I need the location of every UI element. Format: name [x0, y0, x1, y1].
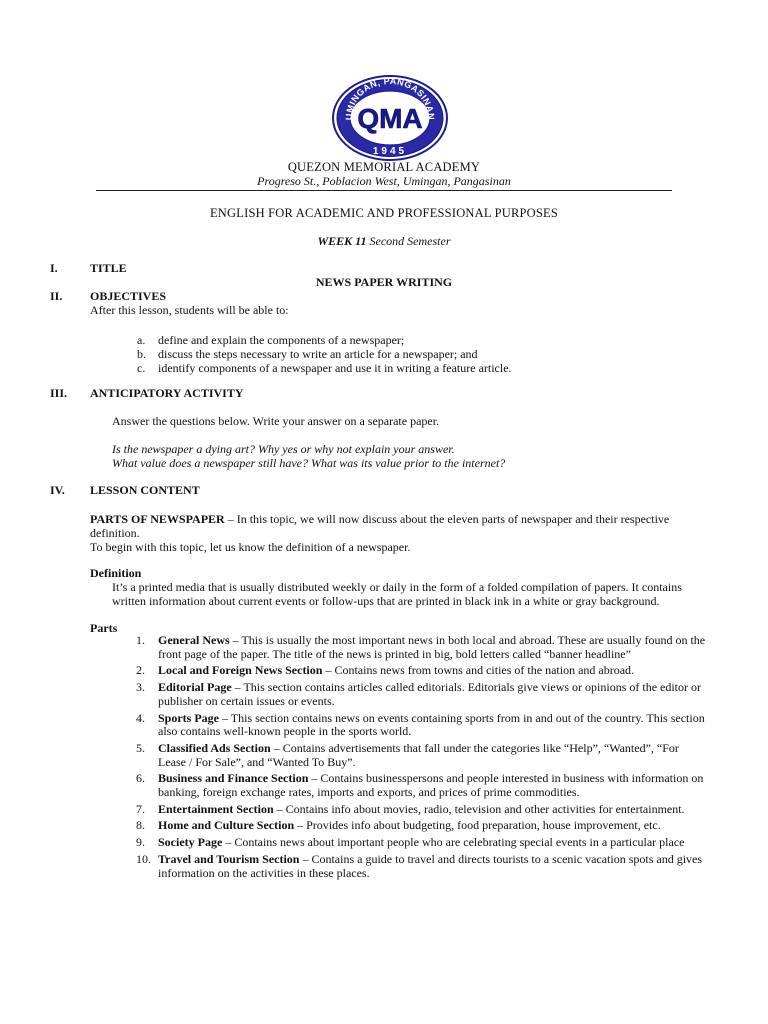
list-item: 6. Business and Finance Section – Contains businesspersons and people interested in business with information on banking, foreign exchange rates, imports and exports, and prices of prime commodities.	[136, 771, 704, 799]
list-item: 9. Society Page – Contains news about important people who are celebrating special events in a particular place	[136, 835, 685, 850]
list-item: c. identify components of a newspaper and use it in writing a feature article.	[137, 361, 512, 375]
objectives-intro: After this lesson, students will be able to:	[90, 303, 289, 317]
definition-text: It’s a printed media that is usually distributed weekly or daily in the form of a folded compilation of papers. It contains written information about current events or follow-ups that are printed in black ink in a white or gray background.	[112, 580, 682, 608]
section-objectives-heading: II. OBJECTIVES	[50, 289, 167, 303]
list-item: b. discuss the steps necessary to write an article for a newspaper; and	[137, 347, 478, 361]
section-lesson-heading: IV. LESSON CONTENT	[50, 483, 200, 497]
parts-intro-paragraph: PARTS OF NEWSPAPER – In this topic, we will now discuss about the eleven parts of newspaper and their respective definition.	[90, 512, 670, 540]
list-item: 3. Editorial Page – This section contains articles called editorials. Editorials give views or opinions of the editor or publisher on certain issues or events.	[136, 680, 702, 708]
week-number: WEEK 11	[317, 234, 367, 248]
section-activity-heading: III. ANTICIPATORY ACTIVITY	[50, 386, 244, 400]
list-item: 2. Local and Foreign News Section – Contains news from towns and cities of the nation and abroad.	[136, 663, 635, 678]
activity-question-1: Is the newspaper a dying art? Why yes or why not explain your answer.	[112, 442, 455, 456]
logo-text: QMA	[357, 103, 423, 134]
school-name: QUEZON MEMORIAL ACADEMY	[287, 160, 481, 174]
objectives-list	[137, 334, 697, 376]
newspaper-parts-list	[136, 634, 706, 883]
definition-label: Definition	[90, 566, 142, 580]
semester: Second Semester	[369, 234, 451, 248]
activity-question-2: What value does a newspaper still have? What was its value prior to the internet?	[112, 456, 506, 470]
activity-instruction: Answer the questions below. Write your answer on a separate paper.	[112, 414, 440, 428]
course-title: ENGLISH FOR ACADEMIC AND PROFESSIONAL PURPOSES	[209, 206, 559, 220]
logo-year: 1945	[372, 146, 408, 157]
begin-sentence: To begin with this topic, let us know the definition of a newspaper.	[90, 540, 411, 554]
school-seal-logo	[330, 74, 450, 162]
section-title-heading: I. TITLE	[50, 261, 127, 275]
list-item: 5. Classified Ads Section – Contains advertisements that fall under the categories like “Help”, “Wanted”, “For Lease / For Sale”, and “Wanted To Buy”.	[136, 740, 679, 769]
lesson-topic: NEWS PAPER WRITING	[315, 275, 453, 289]
list-item: 1. General News – This is usually the most important news in both local and abroad. These are usually found on the front page of the paper. The title of the news is printed in big, bold letters called “banner headline”	[136, 633, 706, 661]
school-address: Progreso St., Poblacion West, Umingan, Pangasinan	[257, 174, 511, 188]
svg-text:UMINGAN, PANGASINAN: UMINGAN, PANGASINAN	[343, 75, 437, 121]
list-item: 8. Home and Culture Section – Provides info about budgeting, food preparation, house improvement, etc.	[136, 818, 661, 833]
header-divider	[96, 190, 672, 191]
list-item: 7. Entertainment Section – Contains info about movies, radio, television and other activities for entertainment.	[136, 801, 685, 816]
list-item: 10. Travel and Tourism Section – Contains a guide to travel and directs tourists to a scenic vacation spots and gives information on the activities in these places.	[136, 852, 703, 880]
parts-label: Parts	[90, 621, 118, 635]
week-line	[0, 235, 768, 249]
list-item: a. define and explain the components of a newspaper;	[137, 333, 405, 347]
list-item: 4. Sports Page – This section contains news on events containing sports from in and out of the country. This section also contains well-known people in the sports world.	[136, 710, 705, 739]
